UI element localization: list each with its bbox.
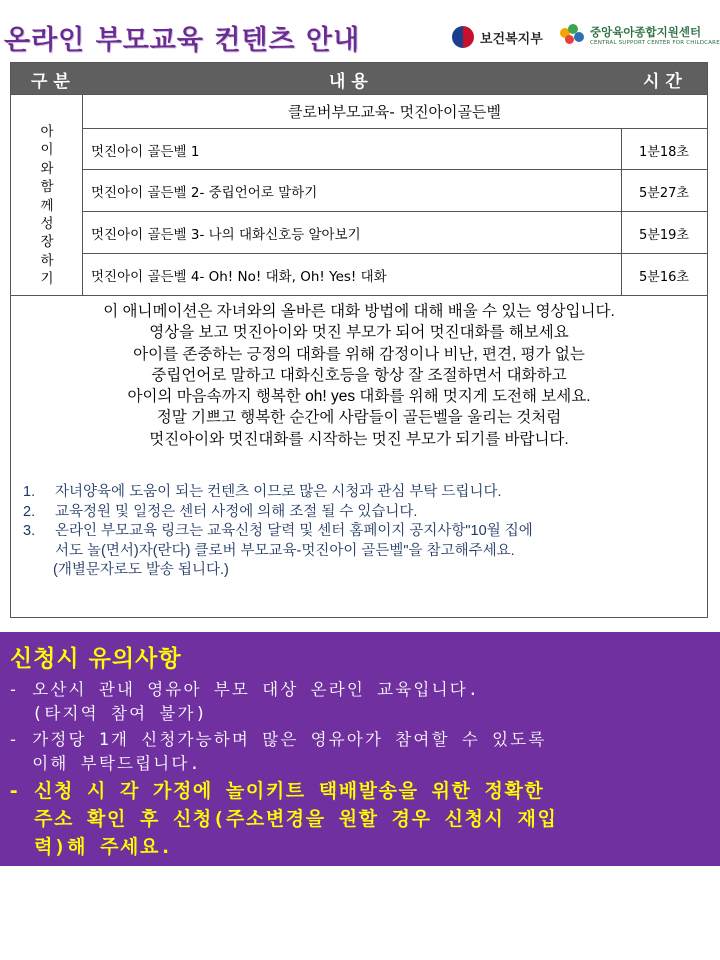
description-line: 멋진아이와 멋진대화를 시작하는 멋진 부모가 되기를 바랍니다. — [149, 430, 569, 448]
divider — [11, 295, 707, 296]
divider — [82, 128, 707, 129]
notice-line: 이해 부탁드립니다. — [8, 754, 202, 773]
category-char: 하 — [40, 252, 54, 269]
table-row-time: 5분19초 — [639, 228, 689, 243]
note-text: (개별문자로도 발송 됩니다.) — [53, 562, 229, 578]
ministry-logo — [452, 26, 543, 48]
center-logo — [560, 24, 720, 46]
note-number: 1. — [23, 484, 36, 500]
category-char: 장 — [40, 234, 54, 251]
ministry-emblem-icon — [452, 26, 474, 48]
note-text: 자녀양육에 도움이 되는 컨텐츠 이므로 많은 시청과 관심 부탁 드립니다. — [55, 484, 502, 500]
notes-list — [23, 483, 703, 581]
page-title: 온라인 부모교육 컨텐츠 안내 — [4, 25, 361, 56]
table-row-content: 멋진아이 골든벨 2- 중립언어로 말하기 — [91, 185, 318, 201]
category-char: 와 — [40, 160, 54, 177]
description-line: 중립언어로 말하고 대화신호등을 항상 잘 조절하면서 대화하고 — [151, 366, 567, 384]
center-emblem-icon — [560, 24, 586, 46]
divider — [11, 94, 707, 95]
category-char: 성 — [40, 216, 54, 233]
header-category: 구 분 — [31, 72, 70, 92]
category-char: 아 — [40, 124, 54, 140]
divider — [82, 169, 707, 170]
note-text: 온라인 부모교육 링크는 교육신청 달력 및 센터 홈페이지 공지사항"10월 집에 — [55, 523, 533, 539]
table-row-content: 멋진아이 골든벨 1 — [91, 144, 200, 160]
notice-title: 신청시 유의사항 — [10, 646, 182, 672]
header-time: 시 간 — [643, 72, 682, 92]
note-number: 2. — [23, 503, 36, 520]
note-item — [23, 483, 703, 503]
category-char: 이 — [40, 142, 54, 159]
category-cell — [27, 123, 67, 289]
description-line: 이 애니메이션은 자녀와의 올바른 대화 방법에 대해 배울 수 있는 영상입니다. — [103, 303, 615, 320]
center-name-en: CENTRAL SUPPORT CENTER FOR CHILDCARE — [590, 40, 720, 46]
notice-line: - 오산시 관내 영유아 부모 대상 온라인 교육입니다. — [8, 680, 480, 699]
description-line: 아이의 마음속까지 행복한 oh! yes 대화를 위해 멋지게 도전해 보세요. — [127, 388, 591, 406]
note-item — [23, 503, 703, 523]
divider — [82, 253, 707, 254]
note-number: 3. — [23, 523, 36, 539]
table-row-content: 멋진아이 골든벨 4- Oh! No! 대화, Oh! Yes! 대화 — [91, 269, 387, 285]
table-header — [11, 63, 707, 94]
notice-highlight-line: - 신청 시 각 가정에 놀이키트 택배발송을 위한 정확한 — [8, 780, 545, 802]
note-text: 서도 놀(면서)자(란다) 클로버 부모교육-멋진아이 골든벨"을 참고해주세요. — [55, 542, 515, 559]
note-item — [23, 522, 703, 542]
description-line: 아이를 존중하는 긍정의 대화를 위해 감정이나 비난, 편견, 평가 없는 — [133, 345, 585, 363]
divider — [82, 94, 83, 295]
ministry-name: 보건복지부 — [480, 31, 543, 47]
divider — [82, 211, 707, 212]
header-content: 내 용 — [329, 72, 368, 92]
center-name: 중앙육아종합지원센터 — [590, 25, 702, 39]
table-row-time: 5분16초 — [639, 270, 689, 285]
table-row-content: 멋진아이 골든벨 3- 나의 대화신호등 알아보기 — [91, 227, 361, 243]
table-row-time: 1분18초 — [639, 145, 689, 160]
table-row-time: 5분27초 — [639, 186, 689, 201]
category-char: 함 — [40, 179, 54, 196]
notice-line: - 가정당 1개 신청가능하며 많은 영유아가 참여할 수 있도록 — [8, 730, 547, 749]
category-char: 께 — [40, 197, 54, 214]
category-char: 기 — [40, 271, 54, 288]
notice-panel — [0, 632, 720, 866]
description-line: 정말 기쁘고 행복한 순간에 사람들이 골든벨을 울리는 것처럼 — [156, 409, 562, 427]
notice-highlight-line: 력)해 주세요. — [8, 836, 173, 858]
note-text: 교육정원 및 일정은 센터 사정에 의해 조절 될 수 있습니다. — [55, 503, 418, 520]
program-title: 클로버부모교육- 멋진아이골든벨 — [287, 103, 502, 121]
notice-line: (타지역 참여 불가) — [8, 704, 208, 723]
description — [11, 301, 707, 450]
content-table — [10, 62, 708, 618]
notice-highlight-line: 주소 확인 후 신청(주소변경을 원할 경우 신청시 재입 — [8, 808, 558, 830]
description-line: 영상을 보고 멋진아이와 멋진 부모가 되어 멋진대화를 해보세요 — [149, 324, 569, 342]
